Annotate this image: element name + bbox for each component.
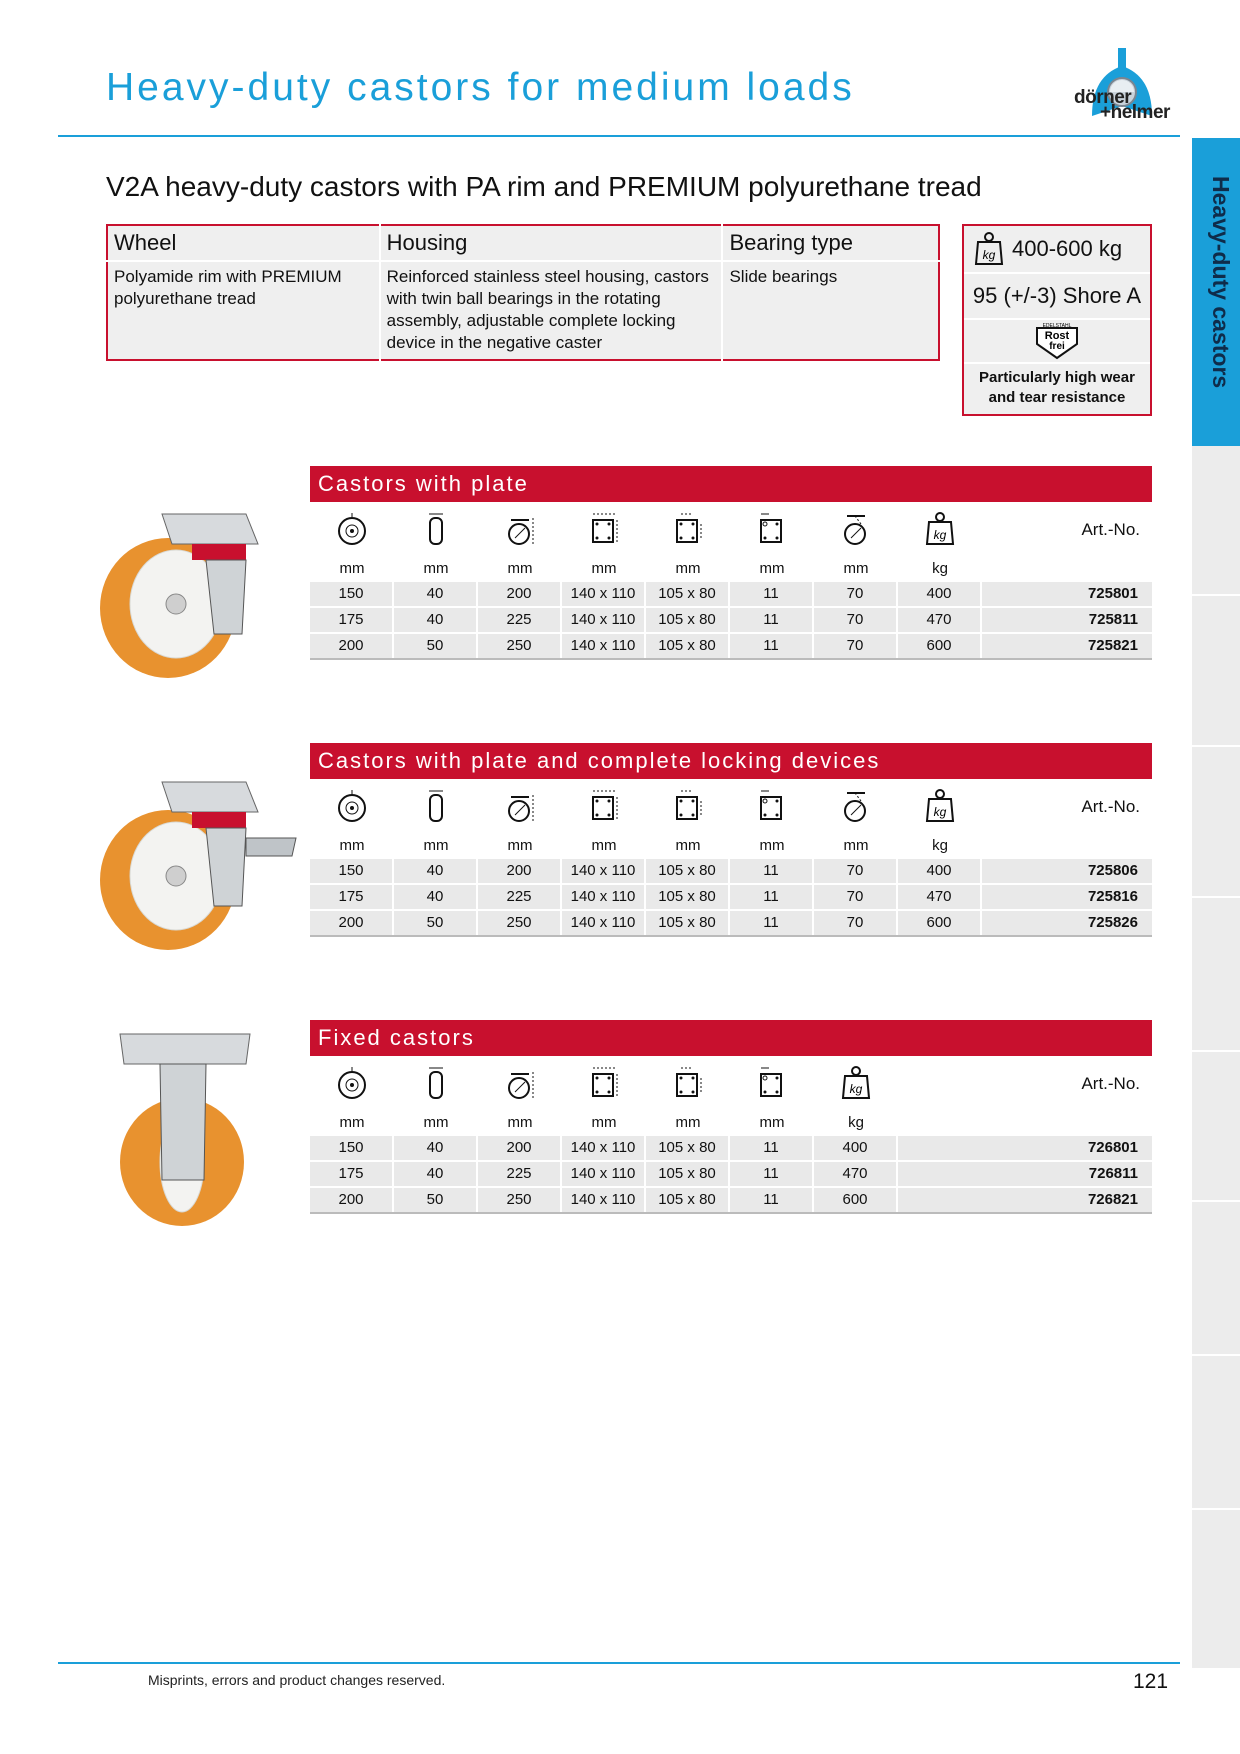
svg-text:kg: kg	[933, 528, 947, 542]
cell-plate: 140 x 110	[562, 911, 646, 935]
fixed-castor-image	[110, 1030, 260, 1230]
section-title: Fixed castors	[310, 1020, 1152, 1056]
hole-spacing-icon	[673, 789, 703, 823]
cell-holes: 105 x 80	[646, 1188, 730, 1212]
wheel-width-icon	[421, 1066, 451, 1100]
unit-label: mm	[759, 837, 785, 854]
table-row[interactable]	[310, 1160, 1152, 1186]
cell-width: 40	[394, 885, 478, 909]
cell-hole-dia: 11	[730, 608, 814, 632]
cell-hole-dia: 11	[730, 911, 814, 935]
cell-height: 250	[478, 634, 562, 658]
sidebar-tab-label: Heavy-duty castors	[1208, 176, 1234, 389]
page-number: 121	[1133, 1670, 1169, 1693]
swivel-castor-image	[96, 484, 286, 680]
cell-offset: 70	[814, 885, 898, 909]
cell-width: 40	[394, 1136, 478, 1160]
svg-text:EDELSTAHL: EDELSTAHL	[1042, 323, 1072, 329]
cell-plate: 140 x 110	[562, 1188, 646, 1212]
unit-label: kg	[932, 560, 948, 577]
cell-holes: 105 x 80	[646, 1162, 730, 1186]
spec-housing: Reinforced stainless steel housing, castors with twin ball bearings in the rotating assembly, adjustable complete locking device in the negative caster	[380, 261, 723, 360]
unit-label: mm	[759, 1114, 785, 1131]
icon-row	[310, 779, 1152, 835]
section-title: Castors with plate	[310, 466, 1152, 502]
unit-label: mm	[339, 837, 365, 854]
unit-label: mm	[507, 1114, 533, 1131]
cell-holes: 105 x 80	[646, 911, 730, 935]
cell-load: 600	[898, 911, 982, 935]
cell-height: 200	[478, 1136, 562, 1160]
weight-icon	[974, 232, 1004, 266]
cell-hole-dia: 11	[730, 1162, 814, 1186]
locking-castor-image	[96, 752, 304, 952]
plate-size-icon	[589, 1066, 619, 1100]
table-row[interactable]	[310, 606, 1152, 632]
unit-label: mm	[759, 560, 785, 577]
load-capacity-icon	[841, 1066, 871, 1100]
cell-diameter: 150	[310, 582, 394, 606]
unit-row	[310, 835, 1152, 857]
cell-load: 400	[814, 1136, 898, 1160]
cell-plate: 140 x 110	[562, 634, 646, 658]
wheel-diameter-icon	[337, 512, 367, 546]
side-divider	[1192, 1508, 1240, 1510]
cell-load: 600	[898, 634, 982, 658]
icon-row	[310, 1056, 1152, 1112]
spec-wheel: Polyamide rim with PREMIUM polyurethane tread	[107, 261, 380, 360]
cell-plate: 140 x 110	[562, 1162, 646, 1186]
side-divider	[1192, 1354, 1240, 1356]
cell-plate: 140 x 110	[562, 608, 646, 632]
cell-hole-dia: 11	[730, 634, 814, 658]
total-height-icon	[505, 789, 535, 823]
cell-artno: 725821	[1087, 637, 1138, 654]
table-row[interactable]	[310, 1186, 1152, 1212]
section-castors-with-plate	[310, 466, 1152, 660]
section-castors-with-locking	[310, 743, 1152, 937]
cell-diameter: 150	[310, 859, 394, 883]
spec-header-bearing: Bearing type	[722, 225, 939, 261]
side-divider	[1192, 1200, 1240, 1202]
unit-label: mm	[675, 837, 701, 854]
unit-label: kg	[848, 1114, 864, 1131]
wheel-width-icon	[421, 789, 451, 823]
cell-plate: 140 x 110	[562, 1136, 646, 1160]
table-row[interactable]	[310, 580, 1152, 606]
unit-label: mm	[423, 1114, 449, 1131]
unit-label: mm	[423, 560, 449, 577]
cell-holes: 105 x 80	[646, 859, 730, 883]
unit-label: mm	[591, 1114, 617, 1131]
cell-width: 40	[394, 1162, 478, 1186]
hole-spacing-icon	[673, 512, 703, 546]
cell-load: 470	[814, 1162, 898, 1186]
cell-load: 470	[898, 885, 982, 909]
cell-hole-dia: 11	[730, 1136, 814, 1160]
cell-artno: 725801	[1087, 585, 1138, 602]
cell-width: 40	[394, 859, 478, 883]
table-row[interactable]	[310, 909, 1152, 935]
cell-holes: 105 x 80	[646, 582, 730, 606]
artno-label: Art.-No.	[1081, 1074, 1140, 1093]
icon-row	[310, 502, 1152, 558]
cell-artno: 725826	[1087, 914, 1138, 931]
cell-load: 600	[814, 1188, 898, 1212]
cell-load: 400	[898, 859, 982, 883]
wheel-width-icon	[421, 512, 451, 546]
cell-artno: 725811	[1088, 611, 1138, 628]
cell-diameter: 200	[310, 1188, 394, 1212]
cell-diameter: 175	[310, 1162, 394, 1186]
wheel-diameter-icon	[337, 789, 367, 823]
cell-plate: 140 x 110	[562, 885, 646, 909]
cell-artno: 725806	[1087, 862, 1138, 879]
properties-badge	[962, 224, 1152, 416]
hole-diameter-icon	[757, 789, 787, 823]
footer-disclaimer: Misprints, errors and product changes reserved.	[148, 1672, 446, 1688]
unit-label: mm	[507, 560, 533, 577]
cell-width: 40	[394, 608, 478, 632]
cell-holes: 105 x 80	[646, 1136, 730, 1160]
section-subtitle: V2A heavy-duty castors with PA rim and PREMIUM polyurethane tread	[106, 171, 982, 202]
logo-line1: dörner	[1074, 87, 1132, 108]
cell-artno: 725816	[1087, 888, 1138, 905]
cell-height: 200	[478, 859, 562, 883]
cell-diameter: 175	[310, 885, 394, 909]
unit-label: mm	[423, 837, 449, 854]
cell-height: 225	[478, 885, 562, 909]
side-divider	[1192, 594, 1240, 596]
table-row[interactable]	[310, 1134, 1152, 1160]
section-title: Castors with plate and complete locking devices	[310, 743, 1152, 779]
offset-icon	[841, 512, 871, 546]
header-rule	[58, 135, 1180, 137]
table-row[interactable]	[310, 857, 1152, 883]
hole-spacing-icon	[673, 1066, 703, 1100]
unit-label: mm	[843, 837, 869, 854]
plate-size-icon	[589, 512, 619, 546]
cell-offset: 70	[814, 859, 898, 883]
unit-label: mm	[507, 837, 533, 854]
total-height-icon	[505, 512, 535, 546]
cell-load: 470	[898, 608, 982, 632]
cell-holes: 105 x 80	[646, 608, 730, 632]
logo-line2: +helmer	[1100, 102, 1170, 123]
cell-plate: 140 x 110	[562, 859, 646, 883]
cell-height: 250	[478, 911, 562, 935]
svg-text:kg: kg	[933, 805, 947, 819]
cell-offset: 70	[814, 634, 898, 658]
table-bottom-rule	[310, 1212, 1152, 1214]
logo-text	[1074, 87, 1170, 123]
side-divider	[1192, 896, 1240, 898]
rost-frei-icon	[1029, 322, 1085, 360]
unit-label: mm	[591, 837, 617, 854]
cell-hole-dia: 11	[730, 885, 814, 909]
hole-diameter-icon	[757, 1066, 787, 1100]
cell-offset: 70	[814, 582, 898, 606]
cell-offset: 70	[814, 911, 898, 935]
cell-diameter: 200	[310, 634, 394, 658]
table-row[interactable]	[310, 883, 1152, 909]
table-bottom-rule	[310, 935, 1152, 937]
table-bottom-rule	[310, 658, 1152, 660]
artno-label: Art.-No.	[1081, 520, 1140, 539]
cell-artno: 726811	[1088, 1165, 1138, 1182]
section-fixed-castors	[310, 1020, 1152, 1214]
cell-width: 50	[394, 911, 478, 935]
cell-width: 40	[394, 582, 478, 606]
svg-text:kg: kg	[849, 1082, 863, 1096]
spec-bearing: Slide bearings	[729, 267, 838, 286]
load-capacity-icon	[925, 789, 955, 823]
unit-label: mm	[675, 560, 701, 577]
spec-header-wheel: Wheel	[107, 225, 380, 261]
load-range	[964, 226, 1150, 274]
cell-hole-dia: 11	[730, 859, 814, 883]
cell-diameter: 150	[310, 1136, 394, 1160]
svg-text:Rost: Rost	[1044, 330, 1070, 342]
unit-row	[310, 1112, 1152, 1134]
unit-label: mm	[675, 1114, 701, 1131]
artno-label: Art.-No.	[1081, 797, 1140, 816]
rost-frei-stamp	[964, 320, 1150, 364]
cell-holes: 105 x 80	[646, 634, 730, 658]
load-range-value: 400-600 kg	[1012, 236, 1123, 261]
wear-resistance-note: Particularly high wear and tear resistance	[979, 369, 1135, 406]
unit-label: mm	[843, 560, 869, 577]
footer-rule	[58, 1662, 1180, 1664]
cell-hole-dia: 11	[730, 582, 814, 606]
plate-size-icon	[589, 789, 619, 823]
cell-plate: 140 x 110	[562, 582, 646, 606]
load-capacity-icon	[925, 512, 955, 546]
unit-label: mm	[591, 560, 617, 577]
cell-load: 400	[898, 582, 982, 606]
total-height-icon	[505, 1066, 535, 1100]
unit-row	[310, 558, 1152, 580]
cell-height: 200	[478, 582, 562, 606]
unit-label: mm	[339, 1114, 365, 1131]
side-divider	[1192, 745, 1240, 747]
cell-width: 50	[394, 1188, 478, 1212]
cell-diameter: 175	[310, 608, 394, 632]
cell-holes: 105 x 80	[646, 885, 730, 909]
wheel-diameter-icon	[337, 1066, 367, 1100]
unit-label: kg	[932, 837, 948, 854]
hole-diameter-icon	[757, 512, 787, 546]
svg-text:frei: frei	[1049, 341, 1065, 352]
weight-icon-label: kg	[982, 248, 996, 262]
cell-width: 50	[394, 634, 478, 658]
cell-hole-dia: 11	[730, 1188, 814, 1212]
cell-height: 225	[478, 1162, 562, 1186]
cell-height: 225	[478, 608, 562, 632]
cell-artno: 726801	[1087, 1139, 1138, 1156]
spec-header-housing: Housing	[380, 225, 723, 261]
unit-label: mm	[339, 560, 365, 577]
page-title: Heavy-duty castors for medium loads	[106, 66, 855, 109]
cell-diameter: 200	[310, 911, 394, 935]
offset-icon	[841, 789, 871, 823]
side-divider	[1192, 1050, 1240, 1052]
cell-offset: 70	[814, 608, 898, 632]
cell-height: 250	[478, 1188, 562, 1212]
cell-artno: 726821	[1087, 1191, 1138, 1208]
shore-hardness: 95 (+/-3) Shore A	[964, 274, 1150, 320]
spec-table	[106, 224, 940, 361]
table-row[interactable]	[310, 632, 1152, 658]
